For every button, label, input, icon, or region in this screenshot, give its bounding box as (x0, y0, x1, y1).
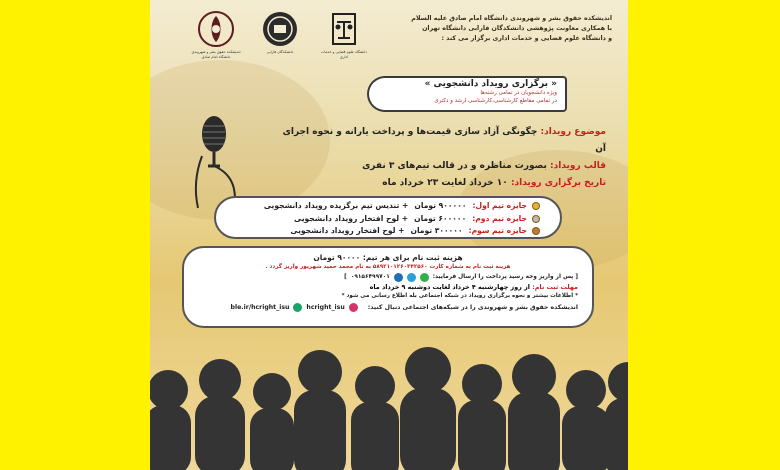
organizer-line: با همکاری معاونت پژوهشی دانشکدگان فارابی دانشگاه تهران (422, 25, 612, 32)
prize-extra: + تندیس تیم برگزیده رویداد دانشجویی (263, 201, 409, 210)
event-subtitle: ویژه دانشجویان در تمامی رشته‌ها (480, 90, 557, 96)
event-subject-row (276, 124, 606, 158)
gold-medal-icon (532, 202, 540, 210)
bronze-medal-icon (532, 227, 540, 235)
whatsapp-icon[interactable] (420, 273, 429, 282)
event-date-row (276, 175, 606, 192)
prize-amount: ۶۰۰۰۰۰ تومان (414, 213, 467, 223)
silver-medal-icon (532, 215, 540, 223)
judicial-university-logo (318, 10, 370, 60)
prize-amount: ۳۰۰۰۰۰ تومان (410, 226, 463, 235)
event-subtitle: در تمامی مقاطع کارشناسی،کارشناسی ارشد و دکتری (434, 98, 557, 104)
event-details (276, 124, 606, 192)
follow-text: اندیشکده حقوق بشر و شهروندی را در شبکه‌های اجتماعی دنبال کنید: (367, 304, 578, 311)
date-value: ۱۰ خرداد لغایت ۲۳ خرداد ماه (382, 178, 508, 188)
card-number-line: هزینه ثبت نام به شماره کارت ۵۸۹۲۱۰۱۲۶۰۳۴۲۵۶۰ به نام محمد حمید شهریور واریز گردد . (265, 264, 511, 270)
instagram-handle[interactable]: hcright_isu (306, 304, 345, 311)
send-receipt-text: [ پس از واریز وجه رسید پرداخت را ارسال فرمایید: (432, 274, 578, 280)
subject-label: موضوع رویداد: (540, 127, 606, 137)
organizer-line: اندیشکده حقوق بشر و شهروندی دانشگاه امام صادق علیه السلام (411, 15, 612, 22)
subject-value: چگونگی آزاد سازی قیمت‌ها و پرداخت یارانه و نحوه اجرای آن (282, 127, 606, 154)
organizer-line: و دانشگاه علوم قضایی و خدمات اداری برگزار می کند : (441, 35, 612, 42)
registration-box (182, 246, 594, 328)
prize-extra: + لوح افتخار رویداد دانشجویی (290, 226, 405, 235)
telegram-icon[interactable] (407, 273, 416, 282)
registration-fee: هزینه ثبت نام برای هر تیم: ۹۰۰۰۰ تومان (313, 253, 463, 262)
social-row (198, 303, 578, 312)
logo-caption: دانشکدگان فارابی (266, 50, 294, 54)
organizer-text (362, 14, 612, 44)
deadline-label: مهلت ثبت نام: (532, 283, 578, 291)
eitaa-icon[interactable] (394, 273, 403, 282)
logo-strip (190, 10, 370, 70)
prize-extra: + لوح افتخار رویداد دانشجویی (294, 213, 409, 223)
event-poster (150, 0, 628, 470)
prize-place: جایزه تیم اول: (472, 201, 527, 210)
contact-row: [ پس از واریز وجه رسید پرداخت را ارسال فرمایید: ۰۹۱۵۶۴۹۹۷۰۱ ] (344, 274, 578, 280)
bale-link[interactable]: ble.ir/hcright_isu (230, 304, 290, 311)
phone-number: ۰۹۱۵۶۴۹۹۷۰۱ (350, 274, 390, 280)
info-line: * اطلاعات بیشتر و نحوه برگزاری رویداد در شبکه اجتماعی بله اطلاع رسانی می شود * (341, 293, 578, 299)
format-value: بصورت مناظره و در قالب تیم‌های ۳ نفری (362, 161, 547, 171)
prize-place: جایزه تیم دوم: (472, 213, 527, 223)
crowd-silhouette (150, 320, 628, 470)
instagram-icon[interactable] (349, 303, 358, 312)
prize-place: جایزه تیم سوم: (468, 226, 527, 235)
logo-caption: اندیشکده حقوق بشر و شهروندی دانشگاه امام صادق (191, 50, 241, 59)
format-label: قالب رویداد: (550, 161, 606, 171)
deadline-value: از روز چهارشنبه ۴ خرداد لغایت دوشنبه ۹ خرداد ماه (369, 283, 530, 291)
emam-sadegh-logo (190, 10, 242, 60)
prize-row (230, 200, 540, 213)
event-title: « برگزاری رویداد دانشجویی » (424, 79, 557, 89)
bale-icon[interactable] (293, 303, 302, 312)
prize-amount: ۹۰۰۰۰۰ تومان (414, 201, 467, 210)
prizes-box (214, 196, 562, 239)
event-format-row (276, 158, 606, 175)
logo-caption: دانشگاه علوم قضایی و خدمات اداری (321, 50, 367, 59)
prize-row (230, 213, 540, 226)
prize-row (230, 225, 540, 238)
farabi-logo (254, 10, 306, 55)
deadline-row (198, 282, 578, 292)
event-title-box (367, 76, 567, 112)
date-label: تاریخ برگزاری رویداد: (510, 178, 606, 188)
